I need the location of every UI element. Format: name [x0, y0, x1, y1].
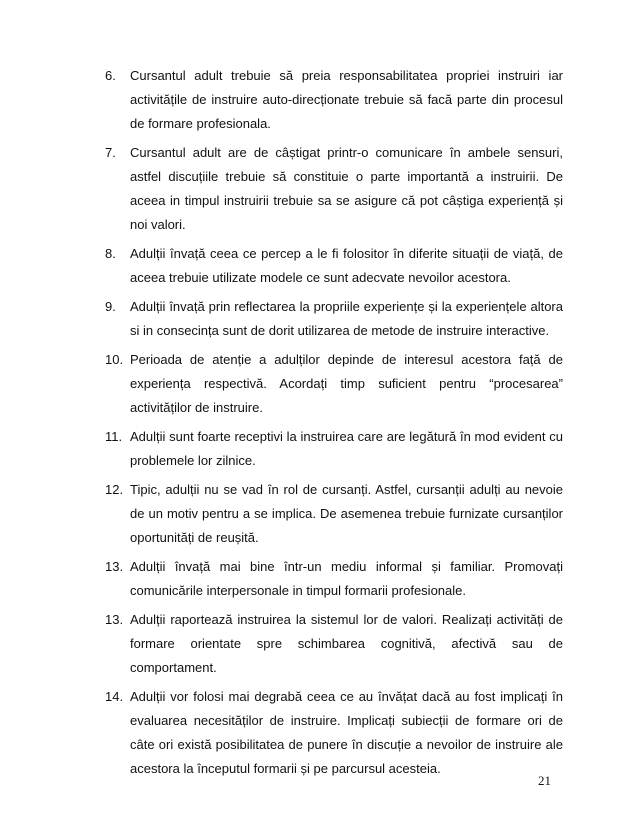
list-item — [105, 425, 563, 473]
list-item-number: 9. — [105, 299, 116, 314]
list-item — [105, 141, 563, 237]
list-item-number: 12. — [105, 482, 124, 497]
list-item-text: Adulții învață ceea ce percep a le fi folositor în diferite situații de viață, de aceea trebuie utilizate modele ce sunt adecvate nevoilor acestora. — [130, 246, 563, 285]
list-item-number: 7. — [105, 145, 116, 160]
list-item-number: 14. — [105, 689, 124, 704]
list-item — [105, 685, 563, 781]
list-item-text: Tipic, adulții nu se vad în rol de cursanți. Astfel, cursanții adulți au nevoie de un motiv pentru a se implica. De asemenea trebuie furnizate cursanților oportunități de reușită. — [130, 482, 563, 545]
list-item-number: 8. — [105, 246, 116, 261]
list-item-text: Perioada de atenție a adulților depinde de interesul acestora față de experiența respectivă. Acordați timp suficient pentru “procesarea” activităților de instruire. — [130, 352, 563, 415]
list-item — [105, 242, 563, 290]
list-item-number: 11. — [105, 429, 123, 444]
list-item — [105, 348, 563, 420]
list-item — [105, 64, 563, 136]
list-item-number: 13. — [105, 612, 124, 627]
list-item-text: Cursantul adult are de câștigat printr-o comunicare în ambele sensuri, astfel discuțiile trebuie să constituie o parte importantă a instruirii. De aceea in timpul instruirii trebuie sa se asigure că pot câștiga experiență și noi valori. — [130, 145, 563, 232]
list-item-number: 6. — [105, 68, 116, 83]
list-item-text: Adulții sunt foarte receptivi la instruirea care are legătură în mod evident cu problemele lor zilnice. — [130, 429, 563, 468]
list-item — [105, 608, 563, 680]
list-item-number: 10. — [105, 352, 124, 367]
list-item — [105, 478, 563, 550]
list-item-text: Adulții învață prin reflectarea la propriile experiențe și la experiențele altora si in consecința sunt de dorit utilizarea de metode de instruire interactive. — [130, 299, 563, 338]
list-item-text: Adulții vor folosi mai degrabă ceea ce au învățat dacă au fost implicați în evaluarea necesităților de instruire. Implicați subiecții de formare ori de câte ori există posibilitatea de punere în discuție a nevoilor de instruire ale acestora la începutul formarii și pe parcursul acesteia. — [130, 689, 563, 776]
list-item-text: Adulții raportează instruirea la sistemul lor de valori. Realizați activități de formare orientate spre schimbarea cognitivă, afectivă sau de comportament. — [130, 612, 563, 675]
list-item-text: Cursantul adult trebuie să preia responsabilitatea propriei instruiri iar activitățile de instruire auto-direcționate trebuie să facă parte din procesul de formare profesionala. — [130, 68, 563, 131]
list-item-text: Adulții învață mai bine într-un mediu informal și familiar. Promovați comunicările interpersonale in timpul formarii profesionale. — [130, 559, 563, 598]
list-item — [105, 295, 563, 343]
list-item-number: 13. — [105, 559, 124, 574]
numbered-list — [105, 64, 563, 786]
list-item — [105, 555, 563, 603]
page-number: 21 — [538, 773, 551, 788]
